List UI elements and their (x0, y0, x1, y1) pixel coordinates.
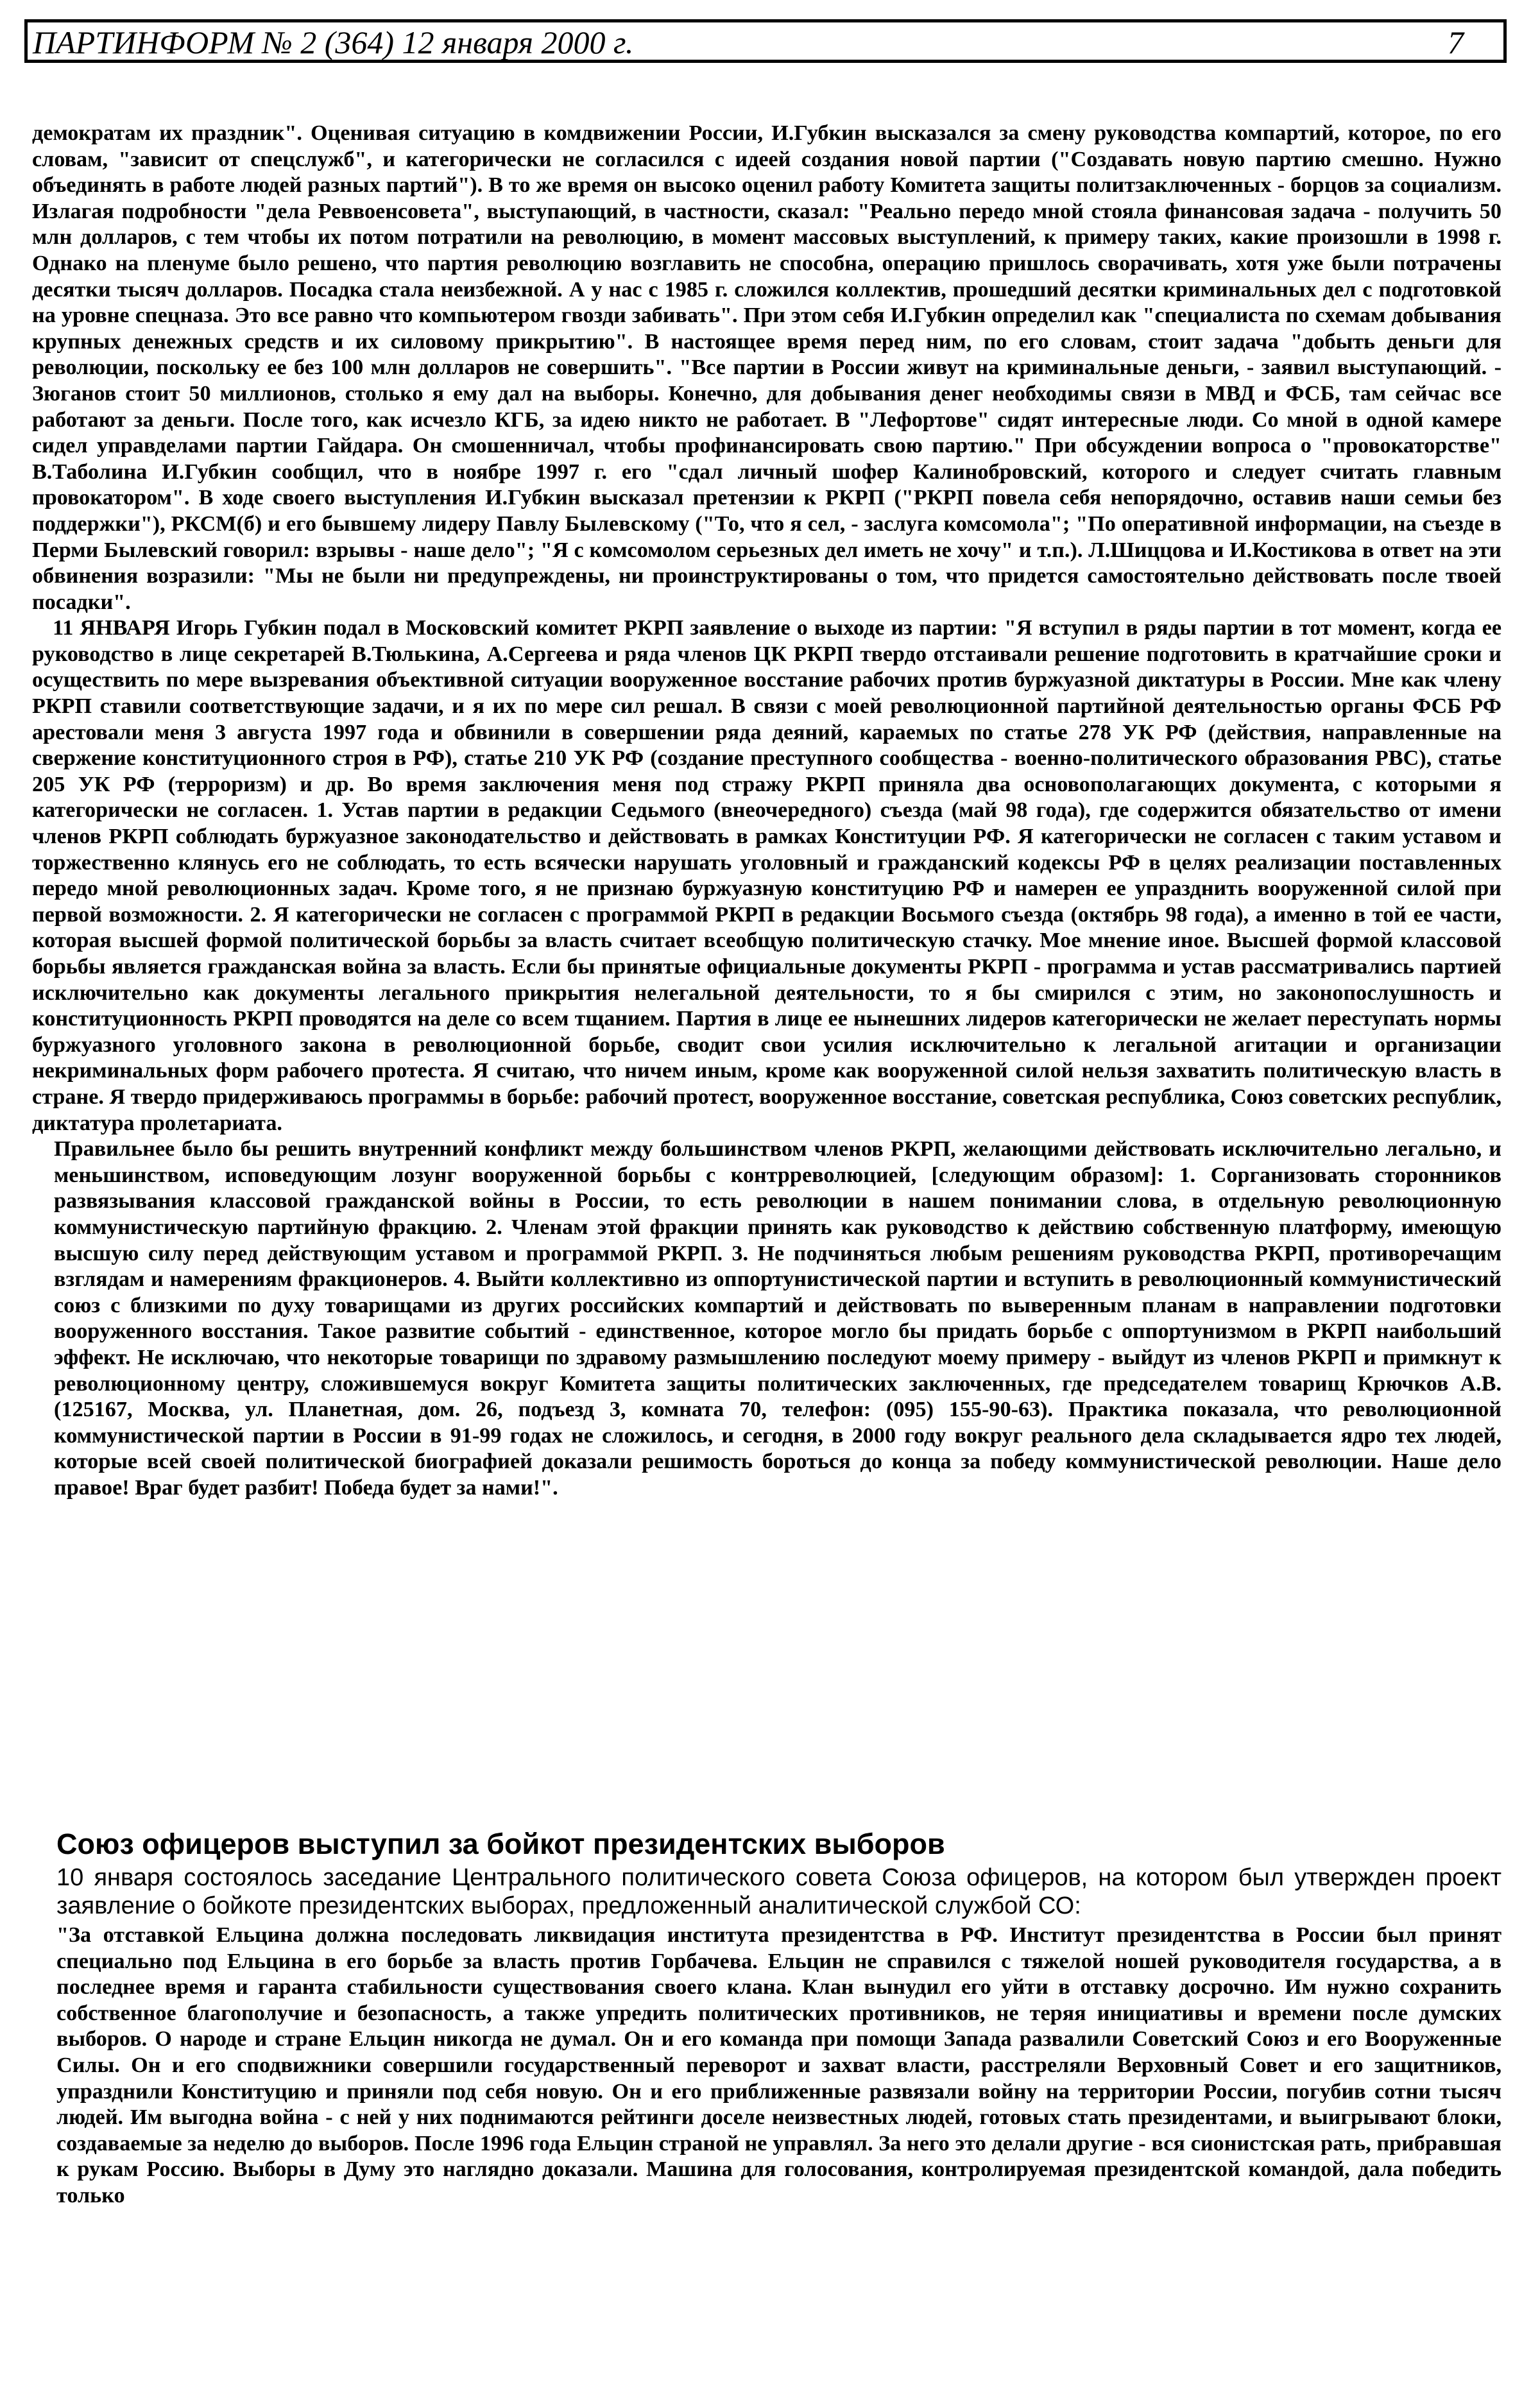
section-lead-paragraph: 10 января состоялось заседание Центрального политического совета Союза офицеров, на котором был утвержден проект заявление о бойкоте президентских выборах, предложенный аналитической службой СО: (56, 1864, 1502, 1919)
article-officers-union (56, 1923, 1502, 2209)
article-paragraph: демократам их праздник". Оценивая ситуацию в комдвижении России, И.Губкин высказался за смену руководства компартий, которое, по его словам, "зависит от спецслужб", и категорически не согласился с идеей создания новой партии ("Создавать новую партию смешно. Нужно объединять в работе людей разных партий"). В то же время он высоко оценил работу Комитета защиты политзаключенных - борцов за социализм. Излагая подробности "дела Реввоенсовета", выступающий, в частности, сказал: "Реально передо мной стояла финансовая задача - получить 50 млн долларов, с тем чтобы их потом потратили на революцию, в момент массовых выступлений, к примеру таких, какие произошли в 1998 г. Однако на пленуме было решено, что партия революцию возглавить не способна, операцию пришлось сворачивать, хотя уже были потрачены десятки тысяч долларов. Посадка стала неизбежной. А у нас с 1985 г. сложился коллектив, прошедший десятки криминальных дел с подготовкой на уровне спецназа. Это все равно что компьютером гвозди забивать". При этом себя И.Губкин определил как "специалиста по схемам добывания крупных денежных средств и их силовому прикрытию". В настоящее время перед ним, по его словам, стоит задача "добыть деньги для революции, поскольку ее без 100 млн долларов не совершить". "Все партии в России живут на криминальные деньги, - заявил выступающий. - Зюганов стоит 50 миллионов, столько я ему дал на выборы. Конечно, для добывания денег необходимы связи в МВД и ФСБ, там сейчас все работают за деньги. После того, как исчезло КГБ, за идею никто не работает. В "Лефортове" сидят интересные люди. Со мной в одной камере сидел управделами партии Гайдара. Он смошенничал, чтобы профинансировать свою партию." При обсуждении вопроса о "провокаторстве" В.Таболина И.Губкин сообщил, что в ноябре 1997 г. его "сдал личный шофер Калинобровский, которого и следует считать главным провокатором". В ходе своего выступления И.Губкин высказал претензии к РКРП ("РКРП повела себя непорядочно, оставив наши семьи без поддержки"), РКСМ(б) и его бывшему лидеру Павлу Былевскому ("То, что я сел, - заслуга комсомола"; "По оперативной информации, на съезде в Перми Былевский говорил: взрывы - наше дело"; "Я с комсомолом серьезных дел иметь не хочу" и т.п.). Л.Шиццова и И.Костикова в ответ на эти обвинения возразили: "Мы не были ни предупреждены, ни проинструктированы о том, что придется самостоятельно действовать после твоей посадки". (32, 121, 1502, 614)
article-paragraph: 11 ЯНВАРЯ Игорь Губкин подал в Московский комитет РКРП заявление о выходе из партии: "Я вступил в ряды партии в тот момент, когда ее руководство в лице секретарей В.Тюлькина, А.Сергеева и ряда членов ЦК РКРП твердо отстаивали решение подготовить в кратчайшие сроки и осуществить по мере вызревания объективной ситуации вооруженное восстание рабочих против буржуазной диктатуры в России. Мне как члену РКРП ставили соответствующие задачи, и я их по мере сил решал. В связи с моей революционной партийной деятельностью органы ФСБ РФ арестовали меня 3 августа 1997 года и обвинили в совершении ряда деяний, караемых по статье 278 УК РФ (действия, направленные на свержение конституционного строя в РФ), статье 210 УК РФ (создание преступного сообщества - военно-политического образования РВС), статье 205 УК РФ (терроризм) и др. Во время заключения меня под стражу РКРП приняла два основополагающих документа, с которыми я категорически не согласен. 1. Устав партии в редакции Седьмого (внеочередного) съезда (май 98 года), где содержится обязательство от имени членов РКРП соблюдать буржуазное законодательство и действовать в рамках Конституции РФ. Я категорически не согласен с таким уставом и торжественно клянусь его не соблюдать, то есть всячески нарушать уголовный и гражданский кодексы РФ в целях реализации поставленных передо мной революционных задач. Кроме того, я не признаю буржуазную конституцию РФ и намерен ее упразднить вооруженной силой при первой возможности. 2. Я категорически не согласен с программой РКРП в редакции Восьмого съезда (октябрь 98 года), а именно в той ее части, которая высшей формой политической борьбы за власть считает всеобщую политическую стачку. Мое мнение иное. Высшей формой классовой борьбы является гражданская война за власть. Если бы принятые официальные документы РКРП - программа и устав рассматривались партией исключительно как документы легального прикрытия нелегальной деятельности, то я бы смирился с этим, но законопослушность и конституционность РКРП проводятся на деле со всем тщанием. Партия в лице ее нынешних лидеров категорически не желает переступать нормы буржуазного уголовного закона в революционной борьбе, сводит свои усилия исключительно к легальной агитации и организации некриминальных форм рабочего протеста. Я считаю, что ничем иным, кроме как вооруженной силой нельзя захватить политическую власть в стране. Я твердо придерживаюсь программы в борьбе: рабочий протест, вооруженное восстание, советская республика, Союз советских республик, диктатура пролетариата. (32, 616, 1502, 1135)
section-headline: Союз офицеров выступил за бойкот президентских выборов (56, 1828, 945, 1860)
article-paragraph: Правильнее было бы решить внутренний конфликт между большинством членов РКРП, желающими действовать исключительно легально, и меньшинством, исповедующим лозунг вооруженной борьбы с контрреволюцией, [следующим образом]: 1. Сорганизовать сторонников развязывания классовой гражданской войны в России, то есть революции в нашем понимании слова, в отдельную революционную коммунистическую партийную фракцию. 2. Членам этой фракции принять как руководство к действию собственную платформу, имеющую высшую силу перед действующим уставом и программой РКРП. 3. Не подчиняться любым решениям руководства РКРП, противоречащим взглядам и намерениям фракционеров. 4. Выйти коллективно из оппортунистической партии и вступить в революционный коммунистический союз с близкими по духу товарищами из других российских компартий и действовать по выверенным планам в направлении подготовки вооруженного восстания. Такое развитие событий - единственное, которое могло бы придать борьбе с оппортунизмом в РКРП наибольший эффект. Не исключаю, что некоторые товарищи по здравому размышлению последуют моему примеру - выйдут из членов РКРП и примкнут к революционному центру, сложившемуся вокруг Комитета защиты политических заключенных, где председателем товарищ Крючков А.В. (125167, Москва, ул. Планетная, дом. 26, подъезд 3, комната 70, телефон: (095) 155-90-63). Практика показала, что революционной коммунистической партии в России в 91-99 годах не сложилось, и сегодня, в 2000 году вокруг реального дела складывается ядро тех людей, которые всей своей политической биографией доказали решимость бороться до конца за победу коммунистической революции. Наше дело правое! Враг будет разбит! Победа будет за нами!". (54, 1137, 1502, 1500)
page-header (24, 19, 1507, 63)
newspaper-issue-title: ПАРТИНФОРМ № 2 (364) 12 января 2000 г. (33, 24, 634, 60)
article-gubkin (32, 121, 1502, 1501)
article-paragraph: "За отставкой Ельцина должна последовать ликвидация института президентства в РФ. Институт президентства в России был принят специально под Ельцина в его борьбе за власть против Горбачева. Ельцин не справился с тяжелой ношей руководителя государства, а в последнее время и гаранта стабильности существования своего клана. Клан вынудил его уйти в отставку досрочно. Им нужно сохранить собственное благополучие и безопасность, а также упредить политических противников, не теряя инициативы и времени после думских выборов. О народе и стране Ельцин никогда не думал. Он и его команда при помощи Запада развалили Советский Союз и его Вооруженные Силы. Он и его сподвижники совершили государственный переворот и захват власти, расстреляли Верховный Совет и его защитников, упразднили Конституцию и приняли под себя новую. Он и его приближенные развязали войну на территории России, погубив сотни тысяч людей. Им выгодна война - с ней у них поднимаются рейтинги доселе неизвестных людей, готовых стать президентами, и выигрывают блоки, создаваемые за неделю до выборов. После 1996 года Ельцин страной не управлял. За него это делали другие - вся сионистская рать, прибравшая к рукам Россию. Выборы в Думу это наглядно доказали. Машина для голосования, контролируемая президентской командой, дала победить только (56, 1923, 1502, 2207)
page-number: 7 (1448, 24, 1464, 60)
